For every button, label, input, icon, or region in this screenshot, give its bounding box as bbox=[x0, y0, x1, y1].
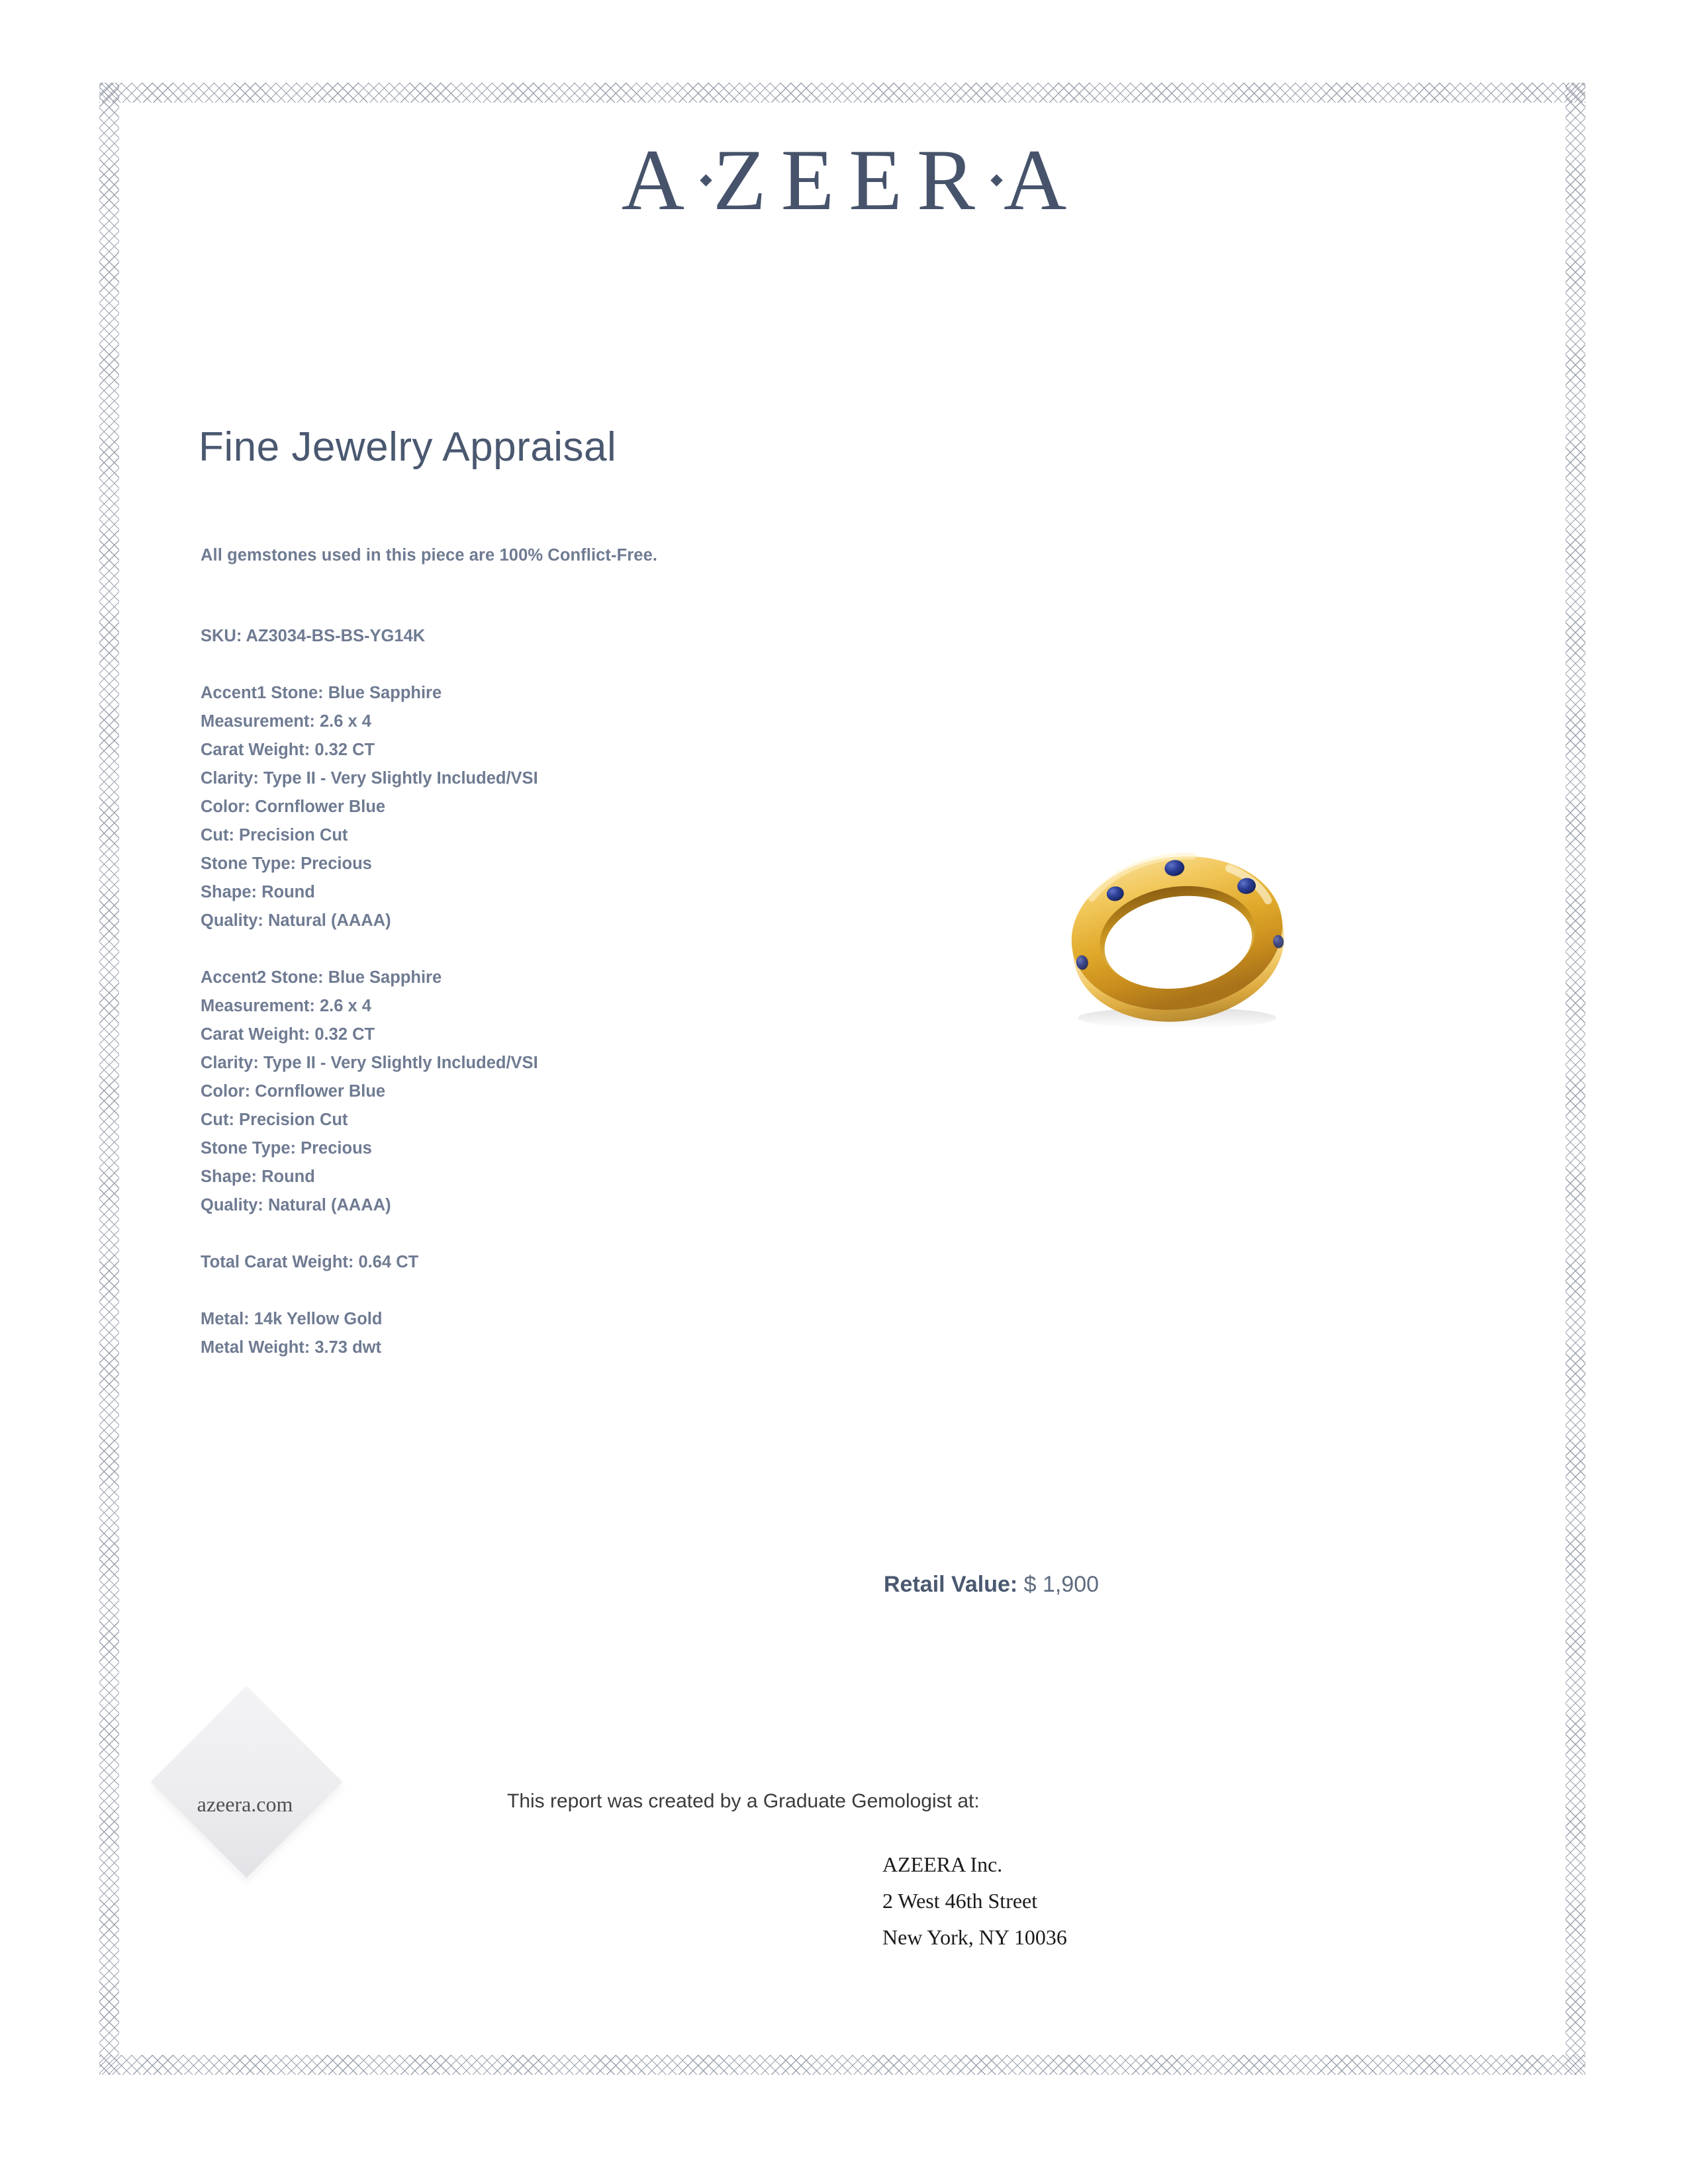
metal-weight: Metal Weight: 3.73 dwt bbox=[201, 1338, 381, 1357]
retail-value bbox=[884, 1572, 1099, 1598]
accent2-quality: Quality: Natural (AAAA) bbox=[201, 1196, 391, 1214]
accent2-cut: Cut: Precision Cut bbox=[201, 1111, 348, 1129]
watermark bbox=[152, 1714, 338, 1899]
accent2-clarity: Clarity: Type II - Very Slightly Included/VSI bbox=[201, 1054, 538, 1072]
accent2-measurement: Measurement: 2.6 x 4 bbox=[201, 997, 371, 1015]
retail-value-label: Retail Value: bbox=[884, 1572, 1018, 1597]
logo-letter: R bbox=[916, 131, 990, 228]
brand-logo bbox=[0, 129, 1688, 230]
border-edge-bottom bbox=[99, 2055, 1585, 2075]
logo-letter: Z bbox=[713, 131, 781, 228]
sku-line: SKU: AZ3034-BS-BS-YG14K bbox=[201, 627, 426, 645]
accent1-cut: Cut: Precision Cut bbox=[201, 826, 348, 844]
accent2-carat-weight: Carat Weight: 0.32 CT bbox=[201, 1025, 375, 1044]
total-group bbox=[201, 1248, 995, 1277]
company-city: New York, NY 10036 bbox=[882, 1925, 1067, 1949]
conflict-free-note: All gemstones used in this piece are 100% Conflict-Free. bbox=[201, 546, 658, 565]
accent2-stone-type: Stone Type: Precious bbox=[201, 1139, 372, 1158]
specification-block bbox=[201, 622, 995, 1390]
accent1-shape: Shape: Round bbox=[201, 883, 315, 901]
accent2-group bbox=[201, 964, 995, 1220]
product-image-ring bbox=[993, 827, 1364, 1046]
accent1-group bbox=[201, 679, 995, 935]
logo-letter: E bbox=[780, 131, 849, 228]
accent2-stone: Accent2 Stone: Blue Sapphire bbox=[201, 968, 442, 987]
sku-group bbox=[201, 622, 995, 651]
accent1-stone: Accent1 Stone: Blue Sapphire bbox=[201, 684, 442, 702]
border-edge-right bbox=[1566, 83, 1585, 2075]
retail-value-amount: $ 1,900 bbox=[1023, 1572, 1100, 1597]
brand-logo-text bbox=[607, 129, 1082, 230]
company-name: AZEERA Inc. bbox=[882, 1852, 1003, 1876]
diamond-icon bbox=[700, 175, 712, 187]
accent1-quality: Quality: Natural (AAAA) bbox=[201, 911, 391, 930]
accent2-shape: Shape: Round bbox=[201, 1167, 315, 1186]
border-edge-left bbox=[99, 83, 119, 2075]
accent1-stone-type: Stone Type: Precious bbox=[201, 854, 372, 873]
accent2-color: Color: Cornflower Blue bbox=[201, 1082, 386, 1101]
gemologist-note: This report was created by a Graduate Gemologist at: bbox=[507, 1790, 980, 1812]
page-title: Fine Jewelry Appraisal bbox=[199, 424, 617, 470]
total-carat-weight: Total Carat Weight: 0.64 CT bbox=[201, 1253, 419, 1271]
watermark-text: azeera.com bbox=[197, 1792, 293, 1816]
watermark-diamond-icon bbox=[151, 1686, 343, 1878]
company-street: 2 West 46th Street bbox=[882, 1889, 1038, 1913]
accent1-carat-weight: Carat Weight: 0.32 CT bbox=[201, 741, 375, 759]
metal-type: Metal: 14k Yellow Gold bbox=[201, 1310, 383, 1328]
diamond-icon bbox=[990, 175, 1002, 187]
accent1-color: Color: Cornflower Blue bbox=[201, 797, 386, 816]
logo-letter: E bbox=[849, 131, 917, 228]
metal-group bbox=[201, 1305, 995, 1362]
logo-letter: A bbox=[1003, 131, 1082, 228]
accent1-measurement: Measurement: 2.6 x 4 bbox=[201, 712, 371, 731]
border-edge-top bbox=[99, 83, 1585, 103]
logo-letter: A bbox=[621, 131, 700, 228]
accent1-clarity: Clarity: Type II - Very Slightly Included/VSI bbox=[201, 769, 538, 788]
ring-illustration bbox=[993, 827, 1364, 1046]
company-address bbox=[882, 1846, 1067, 1956]
